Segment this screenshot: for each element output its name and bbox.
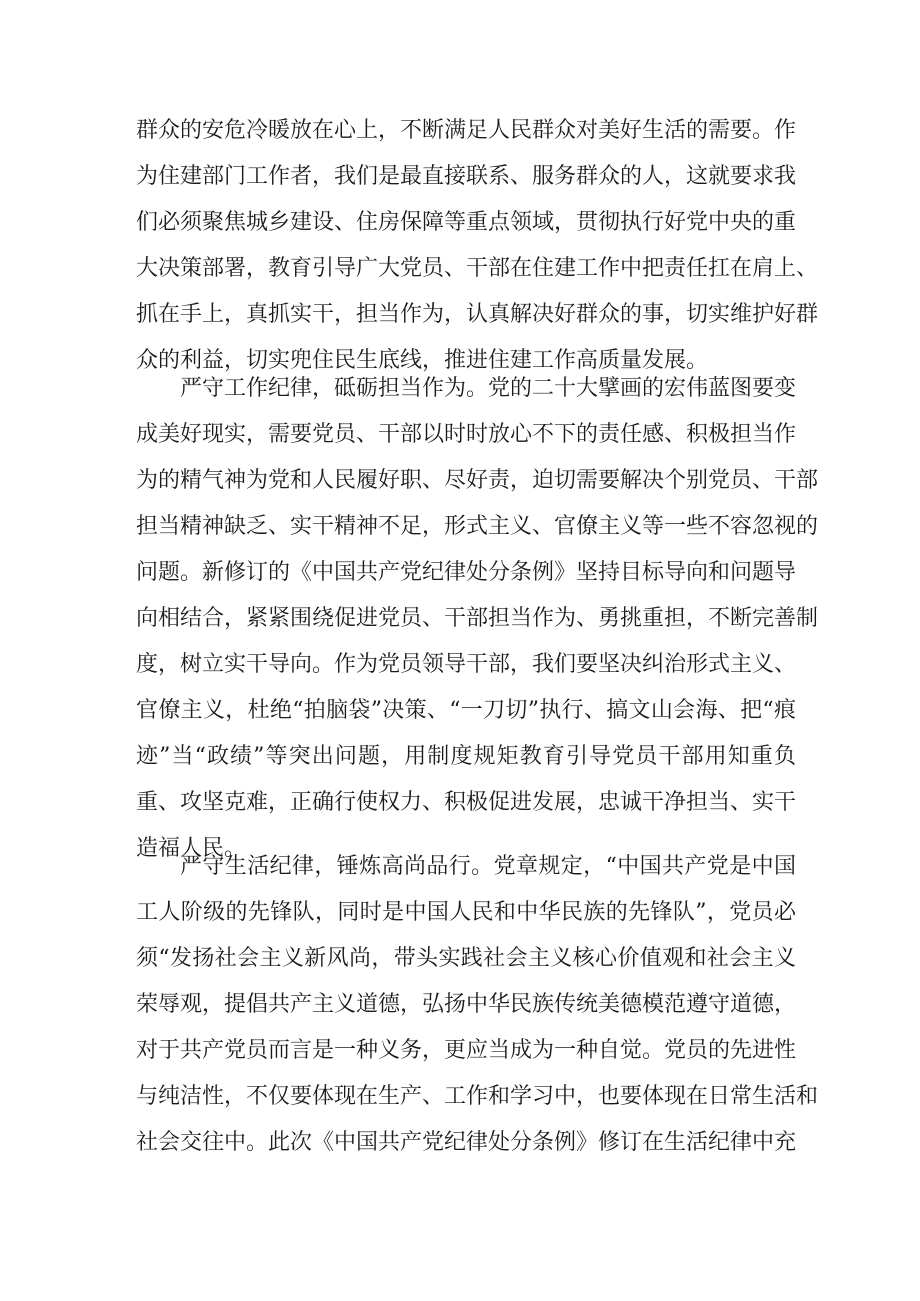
- text-line: 严守工作纪律，砥砺担当作为。党的二十大擘画的宏伟蓝图要变: [180, 376, 797, 401]
- text-line: 们必须聚焦城乡建设、住房保障等重点领域，贯彻执行好党中央的重: [136, 210, 797, 235]
- text-line: 须“发扬社会主义新风尚，带头实践社会主义核心价值观和社会主义: [136, 946, 796, 971]
- text-line: 担当精神缺乏、实干精神不足，形式主义、官僚主义等一些不容忽视的: [136, 514, 819, 539]
- text-line: 造福人民。: [136, 836, 247, 861]
- text-line: 成美好现实，需要党员、干部以时时放心不下的责任感、积极担当作: [136, 422, 797, 447]
- text-line: 度，树立实干导向。作为党员领导干部，我们要坚决纠治形式主义、: [136, 652, 797, 677]
- text-line: 工人阶级的先锋队，同时是中国人民和中华民族的先锋队”，党员必: [136, 900, 796, 925]
- paragraph-1: [136, 108, 819, 384]
- paragraph-2: [136, 366, 819, 872]
- text-line: 重、攻坚克难，正确行使权力、积极促进发展，忠诚干净担当、实干: [136, 790, 797, 815]
- text-line: 为住建部门工作者，我们是最直接联系、服务群众的人，这就要求我: [136, 164, 797, 189]
- text-line: 向相结合，紧紧围绕促进党员、干部担当作为、勇挑重担，不断完善制: [136, 606, 819, 631]
- text-line: 群众的安危冷暖放在心上，不断满足人民群众对美好生活的需要。作: [136, 118, 797, 143]
- text-line: 大决策部署，教育引导广大党员、干部在住建工作中把责任扛在肩上、: [136, 256, 819, 281]
- paragraph-3: [136, 844, 819, 1166]
- text-line: 迹”当“政绩”等突出问题，用制度规矩教育引导党员干部用知重负: [136, 744, 796, 769]
- text-line: 严守生活纪律，锤炼高尚品行。党章规定，“中国共产党是中国: [180, 854, 796, 879]
- text-line: 问题。新修订的《中国共产党纪律处分条例》坚持目标导向和问题导: [136, 560, 797, 585]
- text-line: 抓在手上，真抓实干，担当作为，认真解决好群众的事，切实维护好群: [136, 302, 819, 327]
- text-line: 对于共产党员而言是一种义务，更应当成为一种自觉。党员的先进性: [136, 1038, 797, 1063]
- text-line: 为的精气神为党和人民履好职、尽好责，迫切需要解决个别党员、干部: [136, 468, 819, 493]
- text-line: 与纯洁性，不仅要体现在生产、工作和学习中，也要体现在日常生活和: [136, 1084, 819, 1109]
- text-line: 官僚主义，杜绝“拍脑袋”决策、“一刀切”执行、搞文山会海、把“痕: [136, 698, 796, 723]
- text-line: 社会交往中。此次《中国共产党纪律处分条例》修订在生活纪律中充: [136, 1130, 797, 1155]
- text-line: 众的利益，切实兜住民生底线，推进住建工作高质量发展。: [136, 348, 709, 373]
- text-line: 荣辱观，提倡共产主义道德，弘扬中华民族传统美德模范遵守道德，: [136, 992, 797, 1017]
